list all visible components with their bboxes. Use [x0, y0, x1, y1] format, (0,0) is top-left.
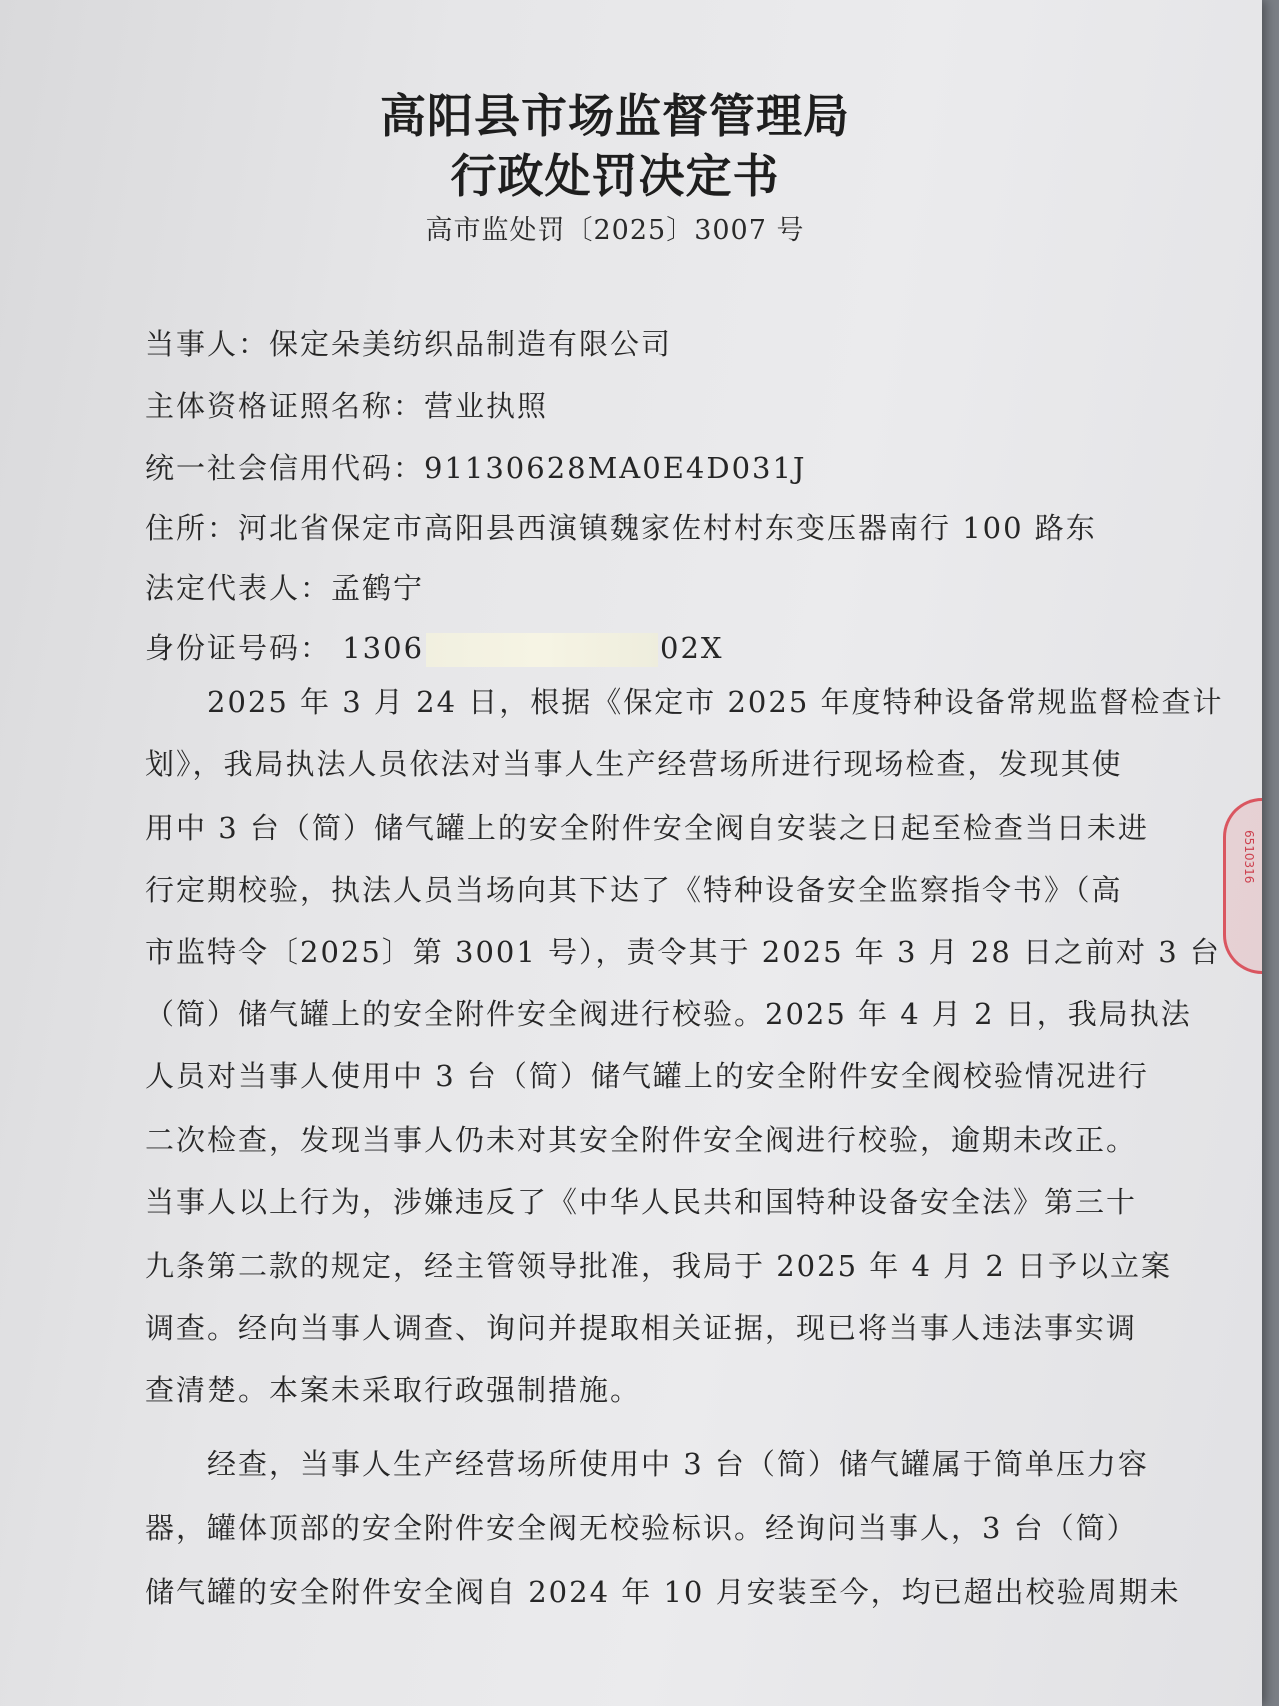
body-line: 九条第二款的规定，经主管领导批准，我局于 2025 年 4 月 2 日予以立案 — [145, 1249, 1173, 1283]
license-type: 主体资格证照名称：营业执照 — [145, 389, 549, 423]
official-seal — [1223, 798, 1262, 974]
body-line: 行定期校验，执法人员当场向其下达了《特种设备安全监察指令书》（高 — [145, 873, 1123, 907]
body-line: （简）储气罐上的安全附件安全阀进行校验。2025 年 4 月 2 日，我局执法 — [145, 997, 1192, 1031]
body-line: 查清楚。本案未采取行政强制措施。 — [145, 1373, 642, 1407]
seal-digits: 6510316 — [1242, 830, 1256, 884]
body-line: 2025 年 3 月 24 日，根据《保定市 2025 年度特种设备常规监督检查计 — [145, 685, 1224, 719]
body-line: 市监特令〔2025〕第 3001 号），责令其于 2025 年 3 月 28 日之前对 3 台 — [145, 935, 1221, 969]
id-number-prefix: 身份证号码： 1306 — [145, 631, 425, 665]
body-line: 器，罐体顶部的安全附件安全阀无校验标识。经询问当事人，3 台（简） — [145, 1511, 1138, 1545]
body-line: 二次检查，发现当事人仍未对其安全附件安全阀进行校验，逾期未改正。 — [145, 1123, 1138, 1157]
body-line: 当事人以上行为，涉嫌违反了《中华人民共和国特种设备安全法》第三十 — [145, 1185, 1138, 1219]
body-line: 经查，当事人生产经营场所使用中 3 台（简）储气罐属于简单压力容 — [145, 1447, 1149, 1481]
body-line: 人员对当事人使用中 3 台（简）储气罐上的安全附件安全阀校验情况进行 — [145, 1059, 1149, 1093]
redaction-mask — [426, 633, 658, 667]
issuer-title: 高阳县市场监督管理局 — [380, 89, 850, 143]
party-name: 当事人：保定朵美纺织品制造有限公司 — [145, 327, 673, 361]
party-address: 住所：河北省保定市高阳县西演镇魏家佐村村东变压器南行 100 路东 — [145, 511, 1097, 545]
document-title: 行政处罚决定书 — [450, 149, 780, 203]
body-line: 调查。经向当事人调查、询问并提取相关证据，现已将当事人违法事实调 — [145, 1311, 1138, 1345]
document-number: 高市监处罚〔2025〕3007 号 — [425, 215, 805, 246]
legal-representative: 法定代表人：孟鹤宁 — [145, 571, 425, 605]
body-line: 储气罐的安全附件安全阀自 2024 年 10 月安装至今，均已超出校验周期未 — [145, 1575, 1181, 1609]
id-number-suffix: 02X — [660, 631, 724, 665]
credit-code: 统一社会信用代码：91130628MA0E4D031J — [145, 451, 807, 485]
body-line: 用中 3 台（简）储气罐上的安全附件安全阀自安装之日起至检查当日未进 — [145, 811, 1149, 845]
id-number — [145, 626, 1125, 667]
body-line: 划》，我局执法人员依法对当事人生产经营场所进行现场检查，发现其使 — [145, 747, 1123, 781]
